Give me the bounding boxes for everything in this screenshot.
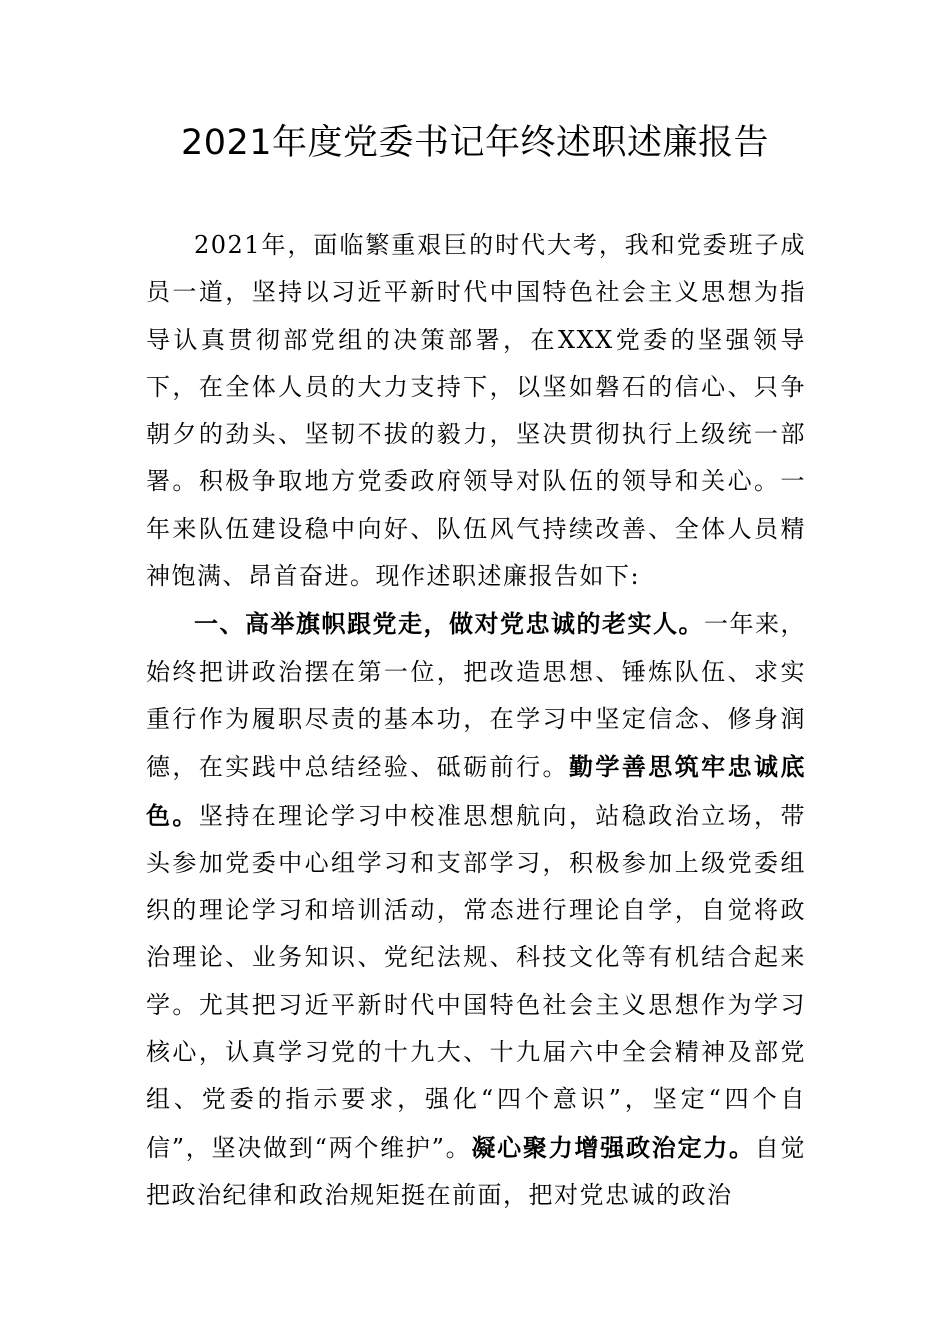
paragraph-text: 自觉把政治纪律和政治规矩挺在前面，把对党忠诚的政治 (146, 1133, 807, 1209)
section-heading: 一、高举旗帜跟党走，做对党忠诚的老实人。 (194, 609, 704, 639)
paragraph-text: 坚持在理论学习中校准思想航向，站稳政治立场，带头参加党委中心组学习和支部学习，积极参加上级党委组织的理论学习和培训活动，常态进行理论自学，自觉将政治理论、业务知识、党纪法规、科技文化等有机结合起来学。尤其把习近平新时代中国特色社会主义思想作为学习核心，认真学习党的十九大、十九届六中全会精神及部党组、党委的指示要求，强化“四个意识”，坚定“四个自信”，坚决做到“两个维护”。 (146, 801, 806, 1162)
paragraph-section-one (146, 600, 806, 1219)
document-body (146, 222, 806, 1219)
subsection-heading: 凝心聚力增强政治定力。 (471, 1132, 755, 1162)
subsection-heading: 勤学善思筑牢忠诚底色。 (146, 752, 806, 830)
paragraph-intro (146, 222, 806, 600)
paragraph-text: 一年来，始终把讲政治摆在第一位，把改造思想、锤炼队伍、求实重行作为履职尽责的基本功，在学习中坚定信念、修身润德，在实践中总结经验、砥砺前行。 (146, 610, 806, 782)
paragraph-text: 2021年，面临繁重艰巨的时代大考，我和党委班子成员一道，坚持以习近平新时代中国特色社会主义思想为指导认真贯彻部党组的决策部署，在XXX党委的坚强领导下，在全体人员的大力支持下，以坚如磐石的信心、只争朝夕的劲头、坚韧不拔的毅力，坚决贯彻执行上级统一部署。积极争取地方党委政府领导对队伍的领导和关心。一年来队伍建设稳中向好、队伍风气持续改善、全体人员精神饱满、昂首奋进。现作述职述廉报告如下: (146, 231, 806, 591)
document-title: 2021年度党委书记年终述职述廉报告 (180, 123, 770, 163)
